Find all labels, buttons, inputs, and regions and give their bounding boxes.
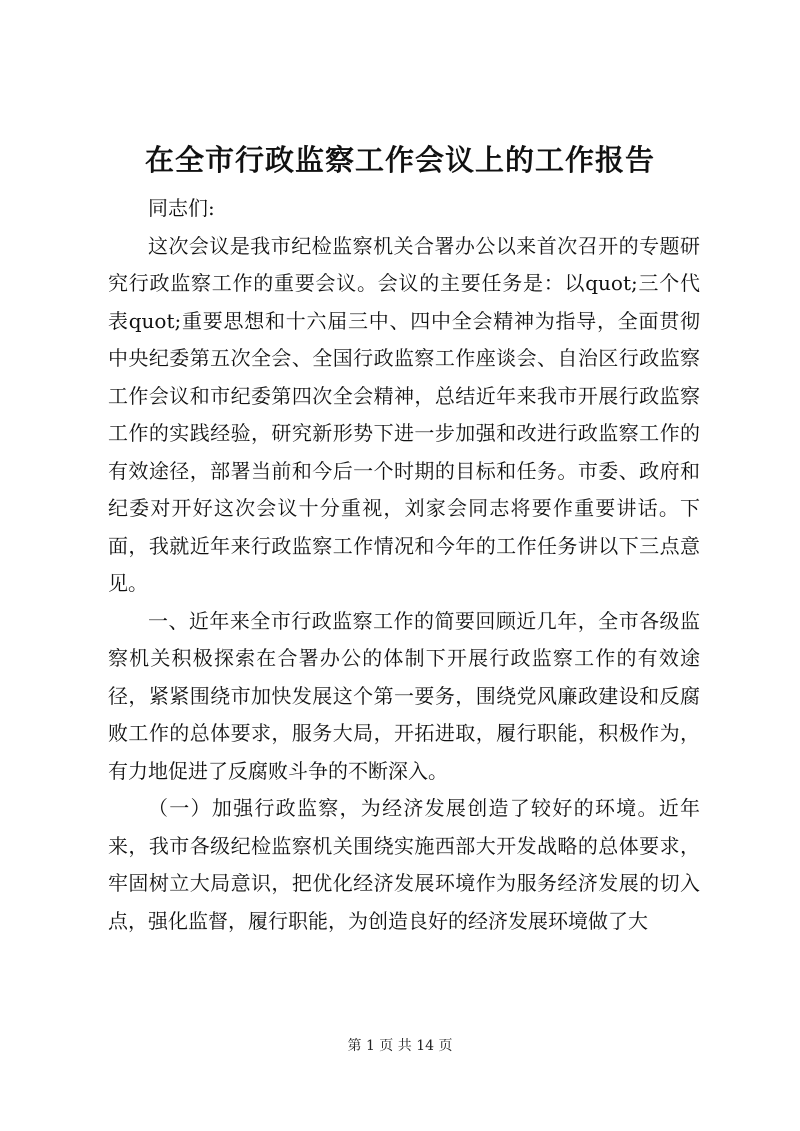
salutation: 同志们:: [148, 196, 215, 220]
document-title: 在全市行政监察工作会议上的工作报告: [144, 143, 655, 177]
document-body: [108, 190, 700, 940]
paragraph-3: （一）加强行政监察，为经济发展创造了较好的环境。近年来，我市各级纪检监察机关围绕实施西部大开发战略的总体要求，牢固树立大局意识，把优化经济发展环境作为服务经济发展的切入点，强化监督，履行职能，为创造良好的经济发展环境做了大: [108, 796, 700, 933]
paragraph-1: 这次会议是我市纪检监察机关合署办公以来首次召开的专题研究行政监察工作的重要会议。会议的主要任务是：以quot;三个代表quot;重要思想和十六届三中、四中全会精神为指导，全面贯彻中央纪委第五次全会、全国行政监察工作座谈会、自治区行政监察工作会议和市纪委第四次全会精神，总结近年来我市开展行政监察工作的实践经验，研究新形势下进一步加强和改进行政监察工作的有效途径，部署当前和今后一个时期的目标和任务。市委、政府和纪委对开好这次会议十分重视，刘家会同志将要作重要讲话。下面，我就近年来行政监察工作情况和今年的工作任务讲以下三点意见。: [108, 233, 700, 595]
paragraph-2: 一、近年来全市行政监察工作的简要回顾近几年，全市各级监察机关积极探索在合署办公的体制下开展行政监察工作的有效途径，紧紧围绕市加快发展这个第一要务，围绕党风廉政建设和反腐败工作的总体要求，服务大局，开拓进取，履行职能，积极作为，有力地促进了反腐败斗争的不断深入。: [108, 608, 700, 783]
page-number-footer: 第 1 页 共 14 页: [347, 1038, 453, 1054]
